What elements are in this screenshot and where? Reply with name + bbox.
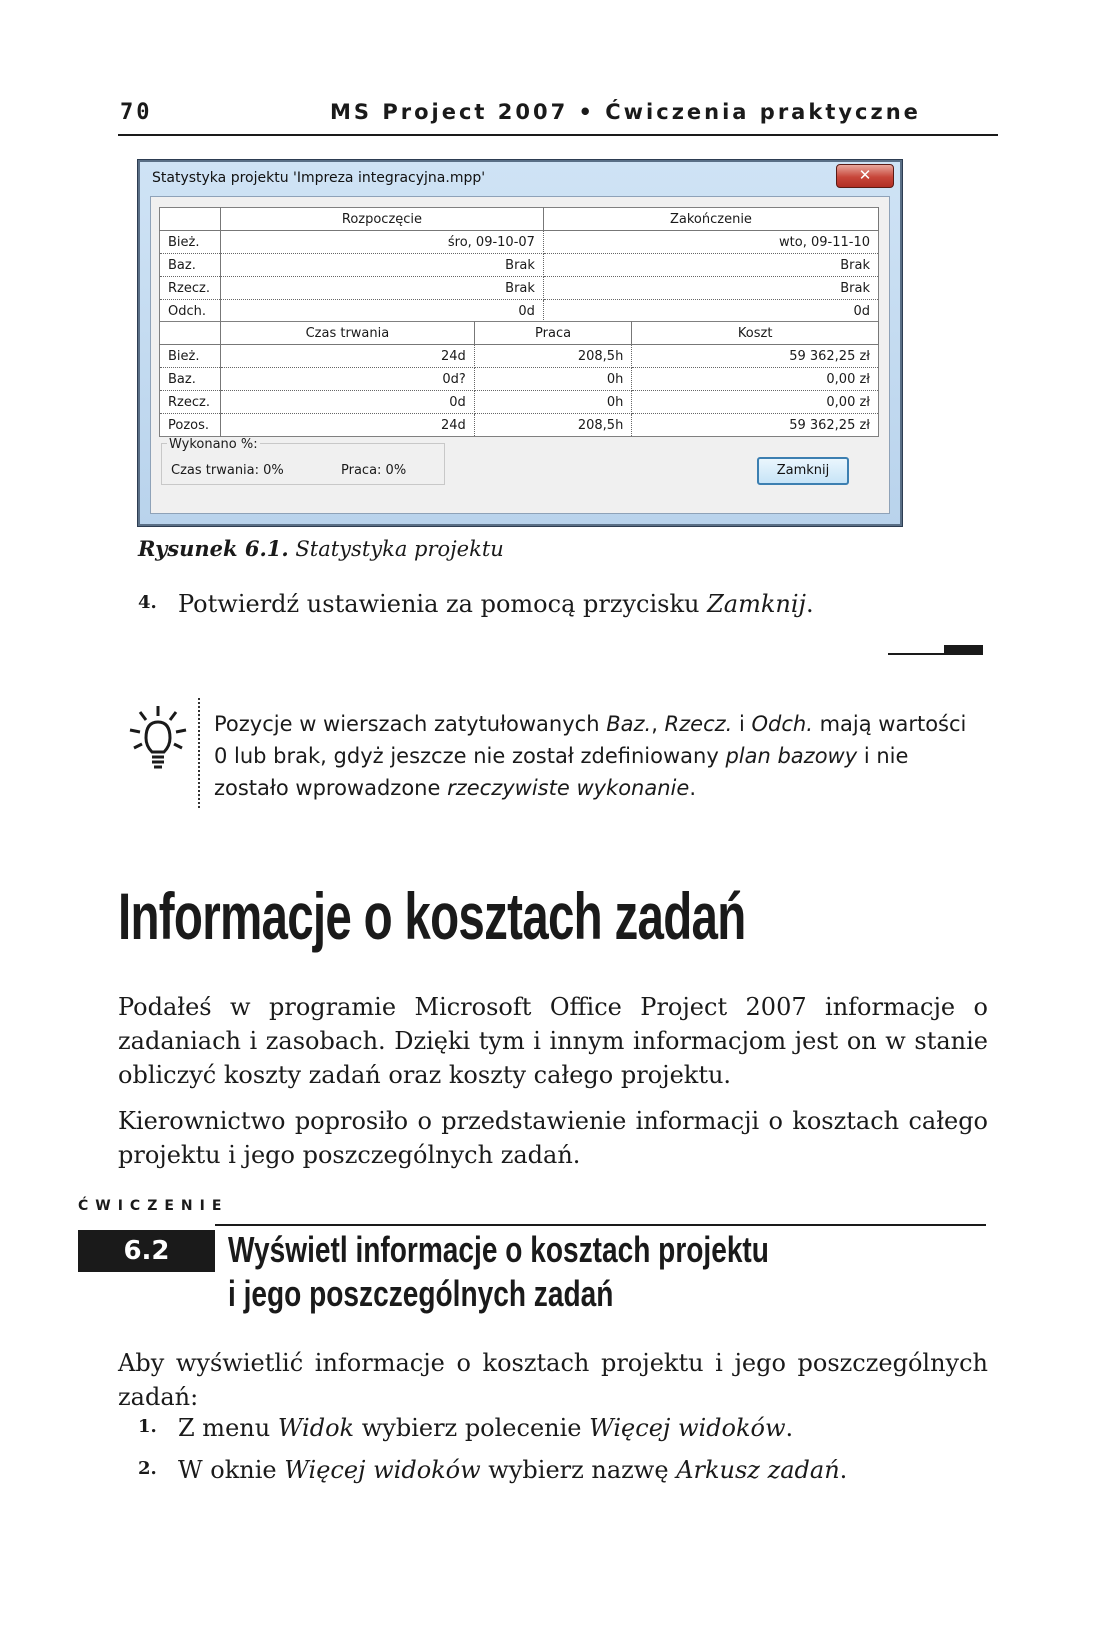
column-header: Zakończenie bbox=[543, 208, 878, 231]
table-row bbox=[160, 391, 879, 414]
table-cell: 208,5h bbox=[474, 345, 632, 368]
tip-text-part: Pozycje w wierszach zatytułowanych bbox=[214, 712, 607, 736]
step-number: 2. bbox=[138, 1458, 157, 1479]
tip-text-part: mają wartości 0 lub brak, gdyż jeszcze nie został zdefiniowany bbox=[214, 712, 967, 768]
end-of-exercise-mark bbox=[888, 645, 983, 655]
column-header: Rozpoczęcie bbox=[221, 208, 544, 231]
exercise-title-line: Wyświetl informacje o kosztach projektu bbox=[228, 1229, 769, 1270]
row-header: Rzecz. bbox=[160, 277, 221, 300]
table-cell: 0,00 zł bbox=[632, 368, 879, 391]
dialog-client-area bbox=[150, 196, 890, 514]
table-cell: Brak bbox=[221, 254, 544, 277]
step-text bbox=[178, 1414, 793, 1442]
exercise-title bbox=[228, 1228, 769, 1316]
tip-divider bbox=[198, 698, 200, 808]
column-header: Koszt bbox=[632, 322, 879, 345]
step-text-end: . bbox=[805, 590, 814, 618]
corner-cell bbox=[160, 322, 221, 345]
table-cell: Brak bbox=[543, 254, 878, 277]
tip-text-italic: plan bazowy bbox=[725, 744, 858, 768]
table-row bbox=[160, 277, 879, 300]
table-cell: 0d bbox=[221, 300, 544, 323]
table-cell: 24d bbox=[221, 414, 475, 437]
step-text bbox=[178, 590, 814, 618]
table-cell: 24d bbox=[221, 345, 475, 368]
tip-text-italic: Rzecz. bbox=[664, 712, 733, 736]
table-row bbox=[160, 300, 879, 323]
step-text-italic: Arkusz zadań bbox=[676, 1456, 840, 1484]
step-text-plain: Z menu bbox=[178, 1414, 278, 1442]
step-1 bbox=[138, 1414, 988, 1450]
step-text-end: . bbox=[785, 1414, 794, 1442]
table-row bbox=[160, 414, 879, 437]
dialog-title: Statystyka projektu 'Impreza integracyjna.mpp' bbox=[152, 170, 486, 186]
table-cell: śro, 09-10-07 bbox=[221, 231, 544, 254]
end-mark-block bbox=[944, 645, 983, 655]
exercise-number: 6.2 bbox=[78, 1230, 215, 1272]
exercise-rule bbox=[215, 1224, 986, 1226]
step-4 bbox=[138, 590, 988, 626]
tip-text bbox=[214, 708, 984, 804]
step-text-plain: wybierz nazwę bbox=[480, 1456, 677, 1484]
table-cell: 59 362,25 zł bbox=[632, 414, 879, 437]
exercise-intro: Aby wyświetlić informacje o kosztach projektu i jego poszczególnych zadań: bbox=[118, 1349, 988, 1411]
row-header: Odch. bbox=[160, 300, 221, 323]
step-2 bbox=[138, 1456, 988, 1492]
totals-table bbox=[159, 321, 879, 437]
table-cell: 0h bbox=[474, 368, 632, 391]
tip-text-italic: Baz. bbox=[606, 712, 652, 736]
page-number: 70 bbox=[120, 100, 153, 125]
table-cell: 0h bbox=[474, 391, 632, 414]
table-header-row bbox=[160, 208, 879, 231]
table-row bbox=[160, 345, 879, 368]
close-icon[interactable]: ✕ bbox=[836, 164, 894, 188]
paragraph: Kierownictwo poprosiło o przedstawienie informacji o kosztach całego projektu i jego poszczególnych zadań. bbox=[118, 1107, 988, 1169]
step-number: 1. bbox=[138, 1416, 157, 1437]
table-row bbox=[160, 368, 879, 391]
step-text bbox=[178, 1456, 847, 1484]
table-cell: 208,5h bbox=[474, 414, 632, 437]
close-button[interactable]: Zamknij bbox=[757, 457, 849, 485]
step-text-italic: Więcej widoków bbox=[284, 1456, 481, 1484]
table-cell: 0d bbox=[543, 300, 878, 323]
running-header bbox=[118, 96, 998, 136]
row-header: Pozos. bbox=[160, 414, 221, 437]
table-cell: Brak bbox=[543, 277, 878, 300]
end-mark-line bbox=[888, 653, 948, 655]
dates-table bbox=[159, 207, 879, 323]
tip-text-italic: Odch. bbox=[751, 712, 813, 736]
table-cell: 0,00 zł bbox=[632, 391, 879, 414]
step-text-end: . bbox=[839, 1456, 848, 1484]
caption-label: Rysunek 6.1. bbox=[138, 536, 289, 561]
lightbulb-icon bbox=[128, 704, 188, 774]
tip-text-part: i nie zostało wprowadzone bbox=[214, 744, 909, 800]
book-title: MS Project 2007 • Ćwiczenia praktyczne bbox=[330, 100, 921, 124]
table-cell: Brak bbox=[221, 277, 544, 300]
table-row bbox=[160, 254, 879, 277]
row-header: Baz. bbox=[160, 368, 221, 391]
step-text-italic: Więcej widoków bbox=[589, 1414, 786, 1442]
step-text-italic: Widok bbox=[277, 1414, 355, 1442]
table-cell: 0d bbox=[221, 391, 475, 414]
percent-complete-label: Wykonano %: bbox=[169, 437, 258, 452]
work-complete: Praca: 0% bbox=[341, 463, 407, 478]
corner-cell bbox=[160, 208, 221, 231]
step-text-italic: Zamknij bbox=[707, 590, 806, 618]
tip-text-part: . bbox=[689, 776, 696, 800]
exercise-label: ĆWICZENIE bbox=[78, 1198, 229, 1214]
column-header: Praca bbox=[474, 322, 632, 345]
row-header: Baz. bbox=[160, 254, 221, 277]
step-number: 4. bbox=[138, 592, 157, 613]
table-row bbox=[160, 231, 879, 254]
row-header: Rzecz. bbox=[160, 391, 221, 414]
table-cell: wto, 09-11-10 bbox=[543, 231, 878, 254]
step-text-plain: Potwierdź ustawienia za pomocą przycisku bbox=[178, 590, 708, 618]
tip-text-part: , bbox=[651, 712, 665, 736]
table-cell: 0d? bbox=[221, 368, 475, 391]
table-cell: 59 362,25 zł bbox=[632, 345, 879, 368]
paragraph: Podałeś w programie Microsoft Office Project 2007 informacje o zadaniach i zasobach. Dzięki tym i innym informacjom jest on w stanie obliczyć koszty zadań oraz koszty całego projektu. bbox=[118, 993, 988, 1089]
step-text-plain: wybierz polecenie bbox=[354, 1414, 590, 1442]
tip-text-part: i bbox=[732, 712, 752, 736]
project-statistics-dialog bbox=[138, 160, 902, 526]
row-header: Bież. bbox=[160, 231, 221, 254]
figure-caption bbox=[138, 536, 504, 561]
column-header: Czas trwania bbox=[221, 322, 475, 345]
step-text-plain: W oknie bbox=[178, 1456, 285, 1484]
caption-text: Statystyka projektu bbox=[288, 537, 504, 561]
table-header-row bbox=[160, 322, 879, 345]
exercise-title-line: i jego poszczególnych zadań bbox=[228, 1273, 614, 1314]
tip-text-italic: rzeczywiste wykonanie bbox=[447, 776, 690, 800]
section-heading: Informacje o kosztach zadań bbox=[118, 879, 746, 953]
duration-complete: Czas trwania: 0% bbox=[171, 463, 284, 478]
row-header: Bież. bbox=[160, 345, 221, 368]
